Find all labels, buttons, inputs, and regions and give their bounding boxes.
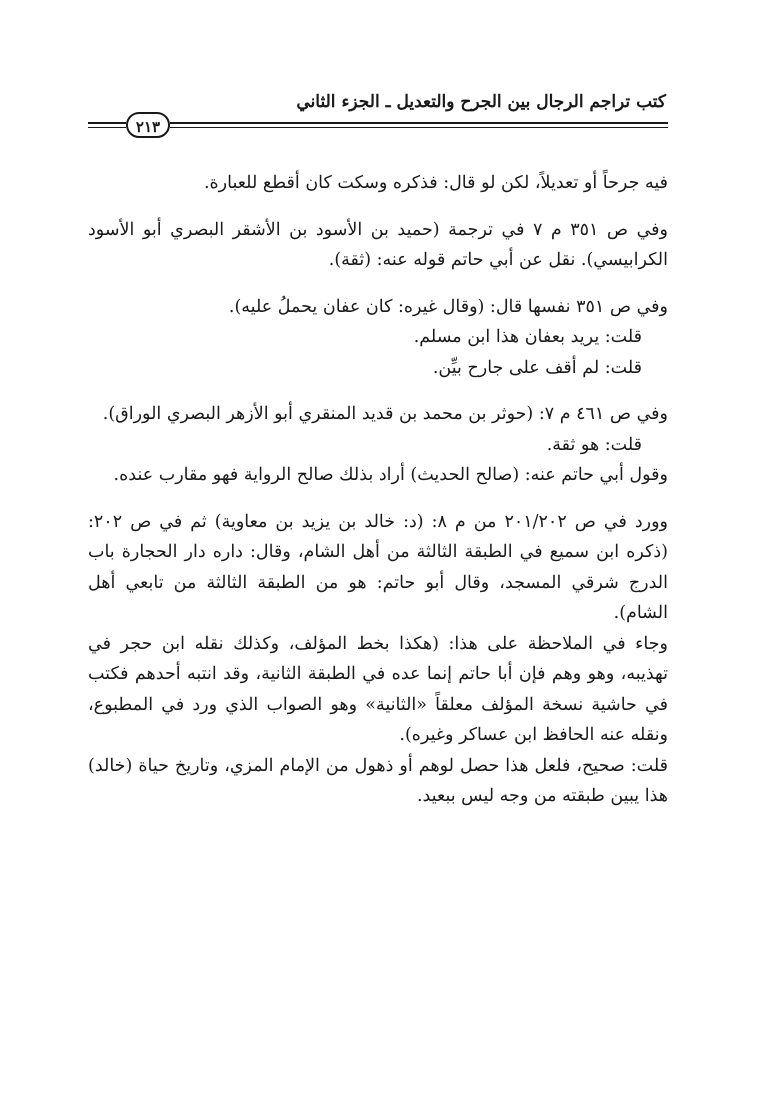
body-text	[88, 168, 668, 812]
paragraph: وورد في ص ٢٠١/٢٠٢ من م ٨: (د: خالد بن يزيد بن معاوية) ثم في ص ٢٠٢: (ذكره ابن سميع في الطبقة الثالثة من أهل الشام، وقال: داره دار الحجارة باب الدرج شرقي المسجد، وقال أبو حاتم: هو من الطبقة الثالثة من تابعي أهل الشام).	[88, 511, 668, 623]
paragraph: قلت: صحيح، فلعل هذا حصل لوهم أو ذهول من الإمام المزي، وتاريخ حياة (خالد) هذا يبين طبقته من وجه ليس ببعيد.	[88, 755, 668, 806]
paragraph: وفي ص ٣٥١ نفسها قال: (وقال غيره: كان عفان يحملُ عليه).	[228, 296, 668, 317]
header-rule	[170, 122, 668, 124]
paragraph: وفي ص ٤٦١ م ٧: (حوثر بن محمد بن قديد المنقري أبو الأزهر البصري الوراق).	[102, 404, 668, 424]
page-number: ٢١٣	[126, 112, 170, 138]
paragraph: قلت: هو ثقة.	[546, 434, 642, 455]
header-rule-thin	[170, 127, 668, 128]
paragraph: وفي ص ٣٥١ م ٧ في ترجمة (حميد بن الأسود بن الأشقر البصري أبو الأسود الكرابيسي). نقل عن أبي حاتم قوله عنه: (ثقة).	[88, 219, 668, 270]
paragraph: قلت: يريد بعفان هذا ابن مسلم.	[413, 327, 642, 347]
running-title: كتب تراجم الرجال بين الجرح والتعديل ـ الجزء الثاني	[296, 92, 666, 112]
paragraph: فيه جرحاً أو تعديلاً، لكن لو قال: فذكره وسكت كان أقطع للعبارة.	[203, 173, 668, 193]
header-rule-left-thin	[88, 127, 126, 128]
paragraph: قلت: لم أقف على جارح بيِّن.	[432, 357, 642, 378]
header-rule-left	[88, 122, 126, 124]
paragraph: وقول أبي حاتم عنه: (صالح الحديث) أراد بذلك صالح الرواية فهو مقارب عنده.	[113, 465, 668, 485]
paragraph: وجاء في الملاحظة على هذا: (هكذا بخط المؤلف، وكذلك نقله ابن حجر في تهذيبه، وهو وهم فإن أبا حاتم إنما عده في الطبقة الثانية، وقد انتبه أحدهم فكتب في حاشية نسخة المؤلف معلقاً «الثانية» وهو الصواب الذي ورد في المطبوع، ونقله عنه الحافظ ابن عساكر وغيره).	[88, 633, 668, 745]
